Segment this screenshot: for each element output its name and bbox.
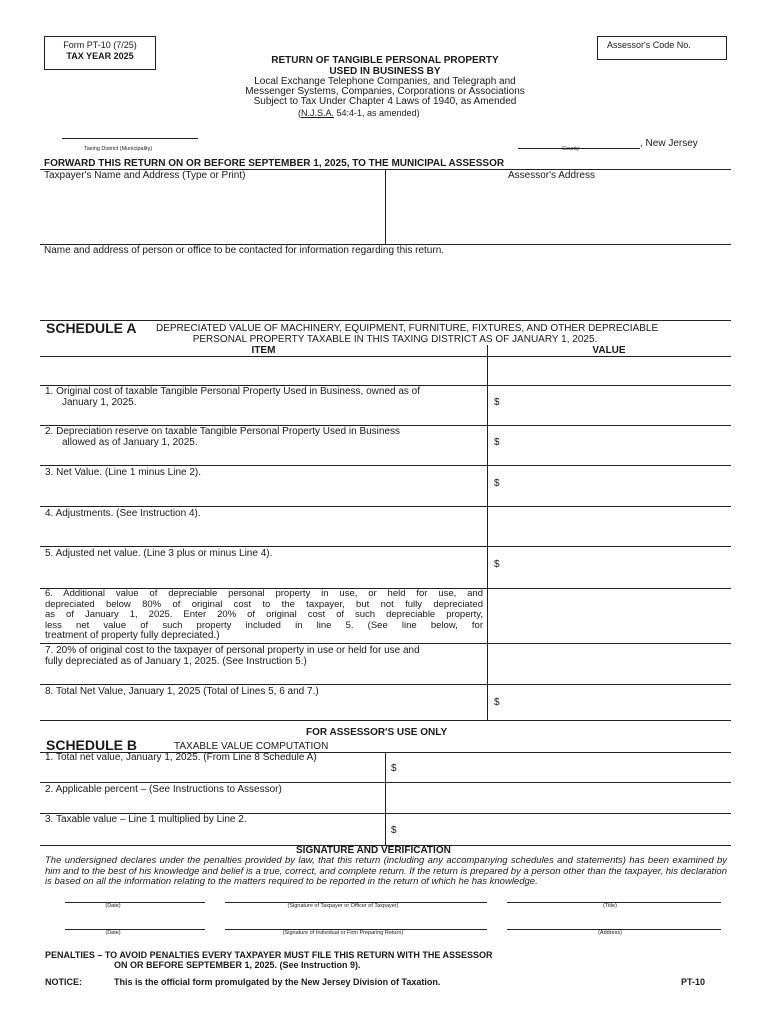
schedule-b-line3-dollar: $ (391, 825, 397, 836)
row-rule-5 (40, 546, 731, 547)
taxpayer-signature-label: (Signature of Taxpayer or Officer of Taxpayer) (287, 903, 399, 909)
line8-dollar: $ (494, 697, 500, 708)
line3-value-field[interactable] (502, 467, 728, 504)
schedule-a-col-divider (487, 345, 488, 720)
signature-heading: SIGNATURE AND VERIFICATION (296, 845, 451, 856)
line8-text: 8. Total Net Value, January 1, 2025 (Total of Lines 5, 6 and 7.) (45, 686, 319, 697)
line2-text-a: 2. Depreciation reserve on taxable Tangible Personal Property Used in Business (45, 426, 401, 437)
form-subtitle-line2: Messenger Systems, Companies, Corporations or Associations (245, 86, 525, 97)
schedule-b-line1-field[interactable] (400, 754, 728, 780)
schedule-a-bottom-rule (40, 720, 731, 721)
schedule-b-col-divider (385, 752, 386, 845)
notice-text: This is the official form promulgated by the New Jersey Division of Taxation. (114, 977, 441, 987)
line5-text: 5. Adjusted net value. (Line 3 plus or minus Line 4). (45, 548, 273, 559)
new-jersey-label: , New Jersey (640, 138, 698, 149)
schedule-a-header-rule (40, 356, 731, 357)
county-label: County (562, 146, 580, 152)
line5-dollar: $ (494, 559, 500, 570)
line3-text: 3. Net Value. (Line 1 minus Line 2). (45, 467, 202, 478)
form-number: Form PT-10 (7/25) (63, 40, 137, 50)
row-rule-8 (40, 684, 731, 685)
line6-text-e: treatment of property fully depreciated.) (45, 630, 220, 641)
statute-reference (298, 108, 420, 118)
form-title-line1: RETURN OF TANGIBLE PERSONAL PROPERTY (271, 55, 499, 66)
signature-declaration: The undersigned declares under the penalties provided by law, that this return (including any accompanying schedules and statements) has been examined by him and to the best of his knowledge and belief is a true, correct, and complete return. If the return is prepared by a person other than the taxpayer, his declaration is based on all the information relating to the matters required to be reported in the return of which he has knowledge. (45, 855, 727, 887)
row-rule-4 (40, 506, 731, 507)
taxing-district-line[interactable] (62, 138, 198, 139)
form-id-footer: PT-10 (681, 977, 706, 987)
line6-text-b: depreciated below 80% of original cost to the taxpayer, but not fully depreciated (45, 598, 483, 610)
contact-field[interactable] (40, 258, 730, 318)
line6-text-c: as of January 1, 2025. Enter 20% of original cost of such depreciable property, (45, 609, 483, 620)
schedule-a-desc-line1: DEPRECIATED VALUE OF MACHINERY, EQUIPMENT, FURNITURE, FIXTURES, AND OTHER DEPRECIABLE (156, 323, 659, 334)
statute-abbrev: N.J.S.A. (301, 108, 335, 118)
row-rule-3 (40, 465, 731, 466)
line6-value-field[interactable] (490, 590, 728, 641)
taxpayer-address-label: Taxpayer's Name and Address (Type or Print) (44, 170, 246, 181)
taxpayer-address-field[interactable] (40, 184, 384, 244)
line3-dollar: $ (494, 478, 500, 489)
line7-value-field[interactable] (490, 645, 728, 682)
form-title-line2: USED IN BUSINESS BY (329, 66, 441, 77)
line4-value-field[interactable] (490, 508, 728, 544)
assessor-use-only: FOR ASSESSOR'S USE ONLY (306, 727, 448, 738)
notice-label: NOTICE: (45, 977, 82, 987)
date-label-2: (Date) (105, 930, 121, 936)
address-label: (Address) (598, 930, 622, 936)
assessor-code-label: Assessor's Code No. (607, 40, 691, 50)
line8-value-field[interactable] (502, 686, 728, 718)
col-value-header: VALUE (592, 345, 626, 356)
schedule-a-title: SCHEDULE A (46, 320, 137, 336)
line1-text-a: 1. Original cost of taxable Tangible Personal Property Used in Business, owned as of (45, 386, 421, 397)
assessor-address-label: Assessor's Address (508, 170, 595, 181)
form-subtitle-line1: Local Exchange Telephone Companies, and Telegraph and (254, 76, 516, 87)
title-label: (Title) (603, 903, 617, 909)
row-rule-7 (40, 643, 731, 644)
schedule-b-rule-1 (40, 782, 731, 783)
schedule-b-line2-text: 2. Applicable percent – (See Instructions to Assessor) (45, 784, 282, 795)
line6-text-d: less net value of such property included in line 5. (See line below, for (45, 619, 483, 631)
schedule-b-line3-text: 3. Taxable value – Line 1 multiplied by Line 2. (45, 814, 247, 825)
schedule-b-line2-field[interactable] (388, 784, 728, 811)
line2-dollar: $ (494, 437, 500, 448)
contact-label: Name and address of person or office to be contacted for information regarding this return. (44, 245, 445, 256)
date-label-1: (Date) (105, 903, 121, 909)
tax-year: TAX YEAR 2025 (66, 51, 134, 61)
schedule-b-subtitle: TAXABLE VALUE COMPUTATION (174, 741, 329, 752)
statute-rest: 54:4-1, as amended) (334, 108, 420, 118)
line7-text-a: 7. 20% of original cost to the taxpayer of personal property in use or held for use and (45, 645, 420, 656)
line2-value-field[interactable] (502, 427, 728, 463)
line2-text-b: allowed as of January 1, 2025. (62, 437, 198, 448)
col-item-header: ITEM (251, 345, 276, 356)
form-subtitle-line3: Subject to Tax Under Chapter 4 Laws of 1940, as Amended (253, 96, 517, 107)
line1-dollar: $ (494, 397, 500, 408)
statute-open: ( (298, 108, 301, 118)
schedule-a-top-rule (40, 320, 731, 321)
line4-text: 4. Adjustments. (See Instruction 4). (45, 508, 201, 519)
preparer-signature-label: (Signature of Individual or Firm Preparing Return) (282, 930, 404, 936)
penalties-line2: ON OR BEFORE SEPTEMBER 1, 2025. (See Instruction 9). (114, 960, 361, 970)
forward-notice: FORWARD THIS RETURN ON OR BEFORE SEPTEMBER 1, 2025, TO THE MUNICIPAL ASSESSOR (44, 158, 505, 169)
schedule-b-line1-text: 1. Total net value, January 1, 2025. (From Line 8 Schedule A) (45, 752, 317, 763)
schedule-a-desc-line2: PERSONAL PROPERTY TAXABLE IN THIS TAXING DISTRICT AS OF JANUARY 1, 2025. (192, 334, 598, 345)
penalties-line1: PENALTIES – TO AVOID PENALTIES EVERY TAXPAYER MUST FILE THIS RETURN WITH THE ASSESSOR (45, 950, 493, 960)
schedule-b-line1-dollar: $ (391, 763, 397, 774)
taxing-district-label: Taxing District (Municipality) (84, 146, 153, 152)
line7-text-b: fully depreciated as of January 1, 2025. (See Instruction 5.) (45, 656, 307, 667)
line6-text-a: 6. Additional value of depreciable personal property in use, or held for use, and (45, 588, 483, 599)
assessor-address-field[interactable] (386, 184, 730, 244)
schedule-b-line3-field[interactable] (400, 815, 728, 843)
line1-value-field[interactable] (502, 387, 728, 423)
line5-value-field[interactable] (502, 548, 728, 586)
line1-text-b: January 1, 2025. (62, 397, 137, 408)
schedule-b-title: SCHEDULE B (46, 737, 138, 753)
